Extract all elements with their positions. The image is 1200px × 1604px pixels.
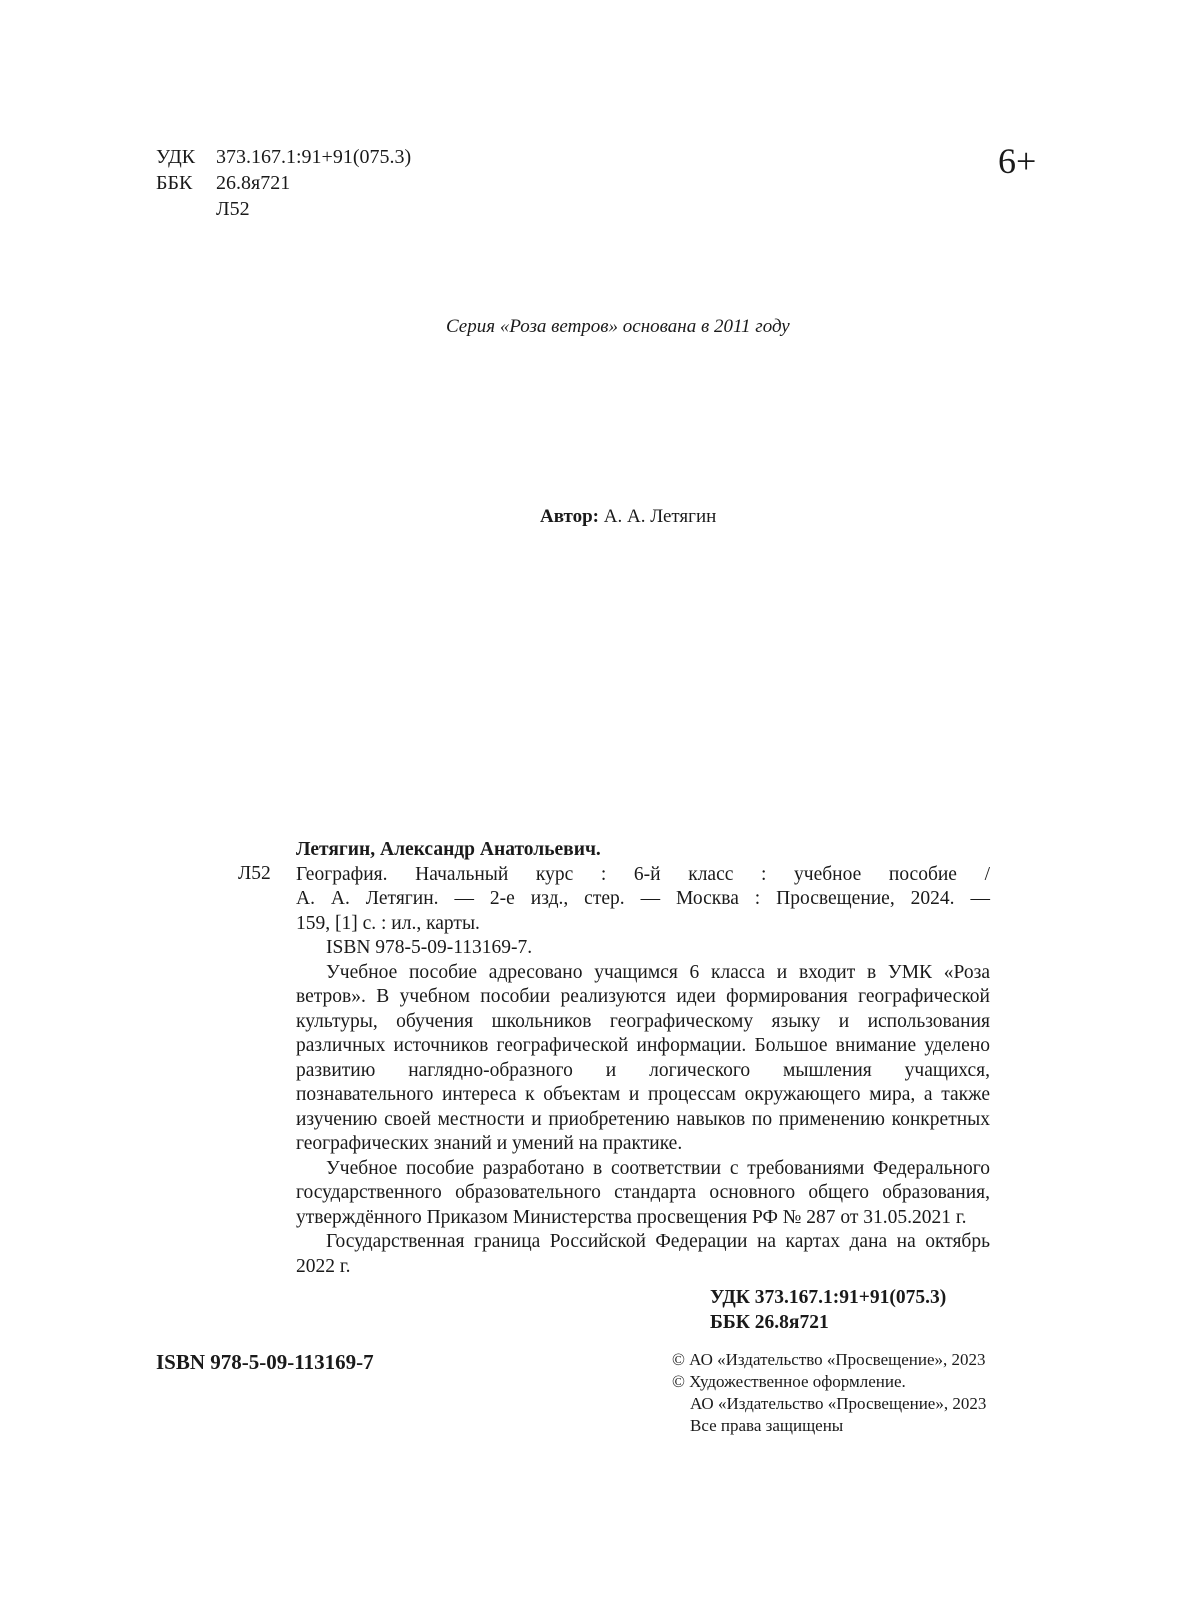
copyright-line: АО «Издательство «Просвещение», 2023 [690,1394,987,1413]
isbn-bottom: ISBN 978-5-09-113169-7 [156,1350,374,1374]
bib-author-mark: Л52 [238,863,271,884]
udk-row [156,144,411,170]
age-rating: 6+ [998,141,1037,181]
udk-value: 373.167.1:91+91(075.3) [216,146,412,168]
bib-annotation: Государственная граница Российской Федерации на картах дана на октябрь 2022 г. [296,1231,990,1277]
author-line [540,504,716,529]
bib-title-line: География. Начальный курс : 6-й класс : учебное пособие / [296,863,990,885]
classification-block [156,144,411,222]
udk-label: УДК [156,146,196,168]
bib-annotation: Учебное пособие адресовано учащимся 6 класса и входит в УМК «Роза ветров». В учебном пособии реализуются идеи формирования географической культуры, обучения школьников географическому языку и использования различных источников географической информации. Большое внимание уделено развитию наглядно-образного и логического мышления учащихся, познавательного интереса к объектам и процессам окружающего мира, а также изучению своей местности и приобретению навыков по применению конкретных географических знаний и умений на практике. [296,961,990,1154]
author-label: Автор: [540,506,599,527]
author-name: А. А. Летягин [603,506,717,527]
bbk-label: ББК [156,172,193,194]
author-mark: Л52 [216,198,250,220]
copyright-line: © АО «Издательство «Просвещение», 2023 [672,1350,986,1369]
copyright-block [672,1349,986,1437]
bib-heading: Летягин, Александр Анатольевич. [296,839,601,860]
bib-udk-footer: УДК 373.167.1:91+91(075.3) [710,1287,947,1308]
copyright-line: Все права защищены [690,1416,844,1435]
series-note: Серия «Роза ветров» основана в 2011 году [446,316,790,337]
author-mark-row [156,196,411,222]
bib-isbn-line: ISBN 978-5-09-113169-7. [326,937,533,958]
bib-annotation: Учебное пособие разработано в соответствии с требованиями Федерального государственного образовательного стандарта основного общего образования, утверждённого Приказом Министерства просвещения РФ № 287 от 31.05.2021 г. [296,1157,990,1228]
bibliographic-record [296,838,990,1335]
bib-extent-line: 159, [1] с. : ил., карты. [296,912,480,934]
bib-bbk-footer: ББК 26.8я721 [710,1312,829,1333]
bib-classification-footer [296,1285,990,1335]
copyright-line: © Художественное оформление. [672,1372,906,1391]
bbk-value: 26.8я721 [216,172,291,194]
bib-responsibility-line: А. А. Летягин. — 2-е изд., стер. — Москва : Просвещение, 2024. — [296,888,990,909]
bbk-row [156,170,411,196]
